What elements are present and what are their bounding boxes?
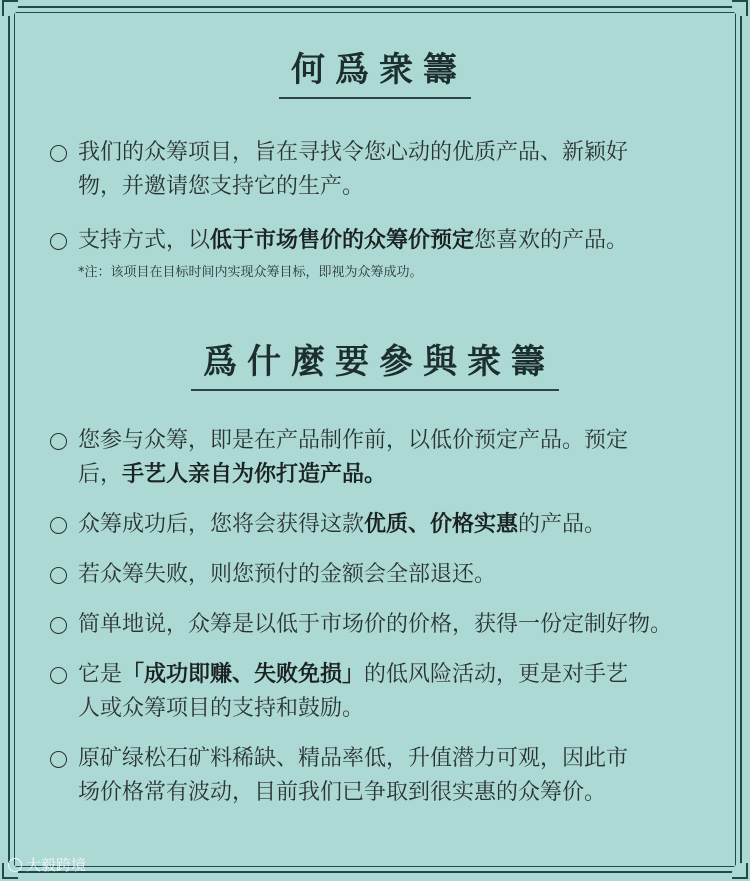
watermark-text: 大毅跨境 (26, 856, 87, 874)
item-text: 支持方式，以 (78, 228, 211, 253)
item-bold-text: 手艺人亲自为你打造产品。 (122, 462, 387, 487)
section-title-text: 爲什麼要參與衆籌 (191, 334, 559, 391)
item-bold-text: 优质、价格实惠 (364, 512, 519, 537)
item-text: 简单地说，众筹是以低于市场价的价格，获得一份定制好物。 (78, 612, 673, 637)
circle-bullet-icon (50, 433, 67, 450)
list-item (50, 224, 702, 258)
list-item (50, 608, 702, 642)
section-title-what (0, 42, 750, 99)
item-line: 我们的众筹项目，旨在寻找令您心动的优质产品、新颖好 (78, 140, 629, 165)
list-item (50, 508, 702, 542)
item-line: 物，并邀请您支持它的生产。 (78, 174, 365, 199)
section-title-text: 何爲衆籌 (279, 42, 471, 99)
item-line: 您参与众筹，即是在产品制作前，以低价预定产品。预定 (78, 428, 629, 453)
section-title-why (0, 334, 750, 391)
chat-bubble-icon (8, 858, 22, 872)
item-text: 的产品。 (518, 512, 607, 537)
circle-bullet-icon (50, 145, 67, 162)
circle-bullet-icon (50, 667, 67, 684)
list-item (50, 742, 702, 810)
list-item (50, 136, 702, 204)
item-text: 它是 (78, 662, 123, 687)
item-text: 后， (78, 462, 123, 487)
circle-bullet-icon (50, 233, 67, 250)
circle-bullet-icon (50, 751, 67, 768)
circle-bullet-icon (50, 517, 67, 534)
corner-ornament (732, 863, 748, 879)
item-line: 原矿绿松石矿料稀缺、精品率低，升值潜力可观，因此市 (78, 746, 629, 771)
item-text: 若众筹失败，则您预付的金额会全部退还。 (78, 562, 497, 587)
item-line: 人或众筹项目的支持和鼓励。 (78, 696, 365, 721)
watermark (8, 854, 86, 875)
circle-bullet-icon (50, 617, 67, 634)
list-item (50, 658, 702, 726)
list-item (50, 424, 702, 492)
item-text: 的低风险活动，更是对手艺 (364, 662, 629, 687)
item-line: 场价格常有波动，目前我们已争取到很实惠的众筹价。 (78, 780, 607, 805)
list-item (50, 558, 702, 592)
item-bold-text: 低于市场售价的众筹价预定 (210, 228, 475, 253)
item-text: 众筹成功后，您将会获得这款 (78, 512, 365, 537)
circle-bullet-icon (50, 567, 67, 584)
item-text: 您喜欢的产品。 (474, 228, 629, 253)
item-bold-text: 「成功即赚、失败免损」 (122, 662, 365, 687)
footnote: *注：该项目在目标时间内实现众筹目标，即视为众筹成功。 (78, 265, 423, 280)
